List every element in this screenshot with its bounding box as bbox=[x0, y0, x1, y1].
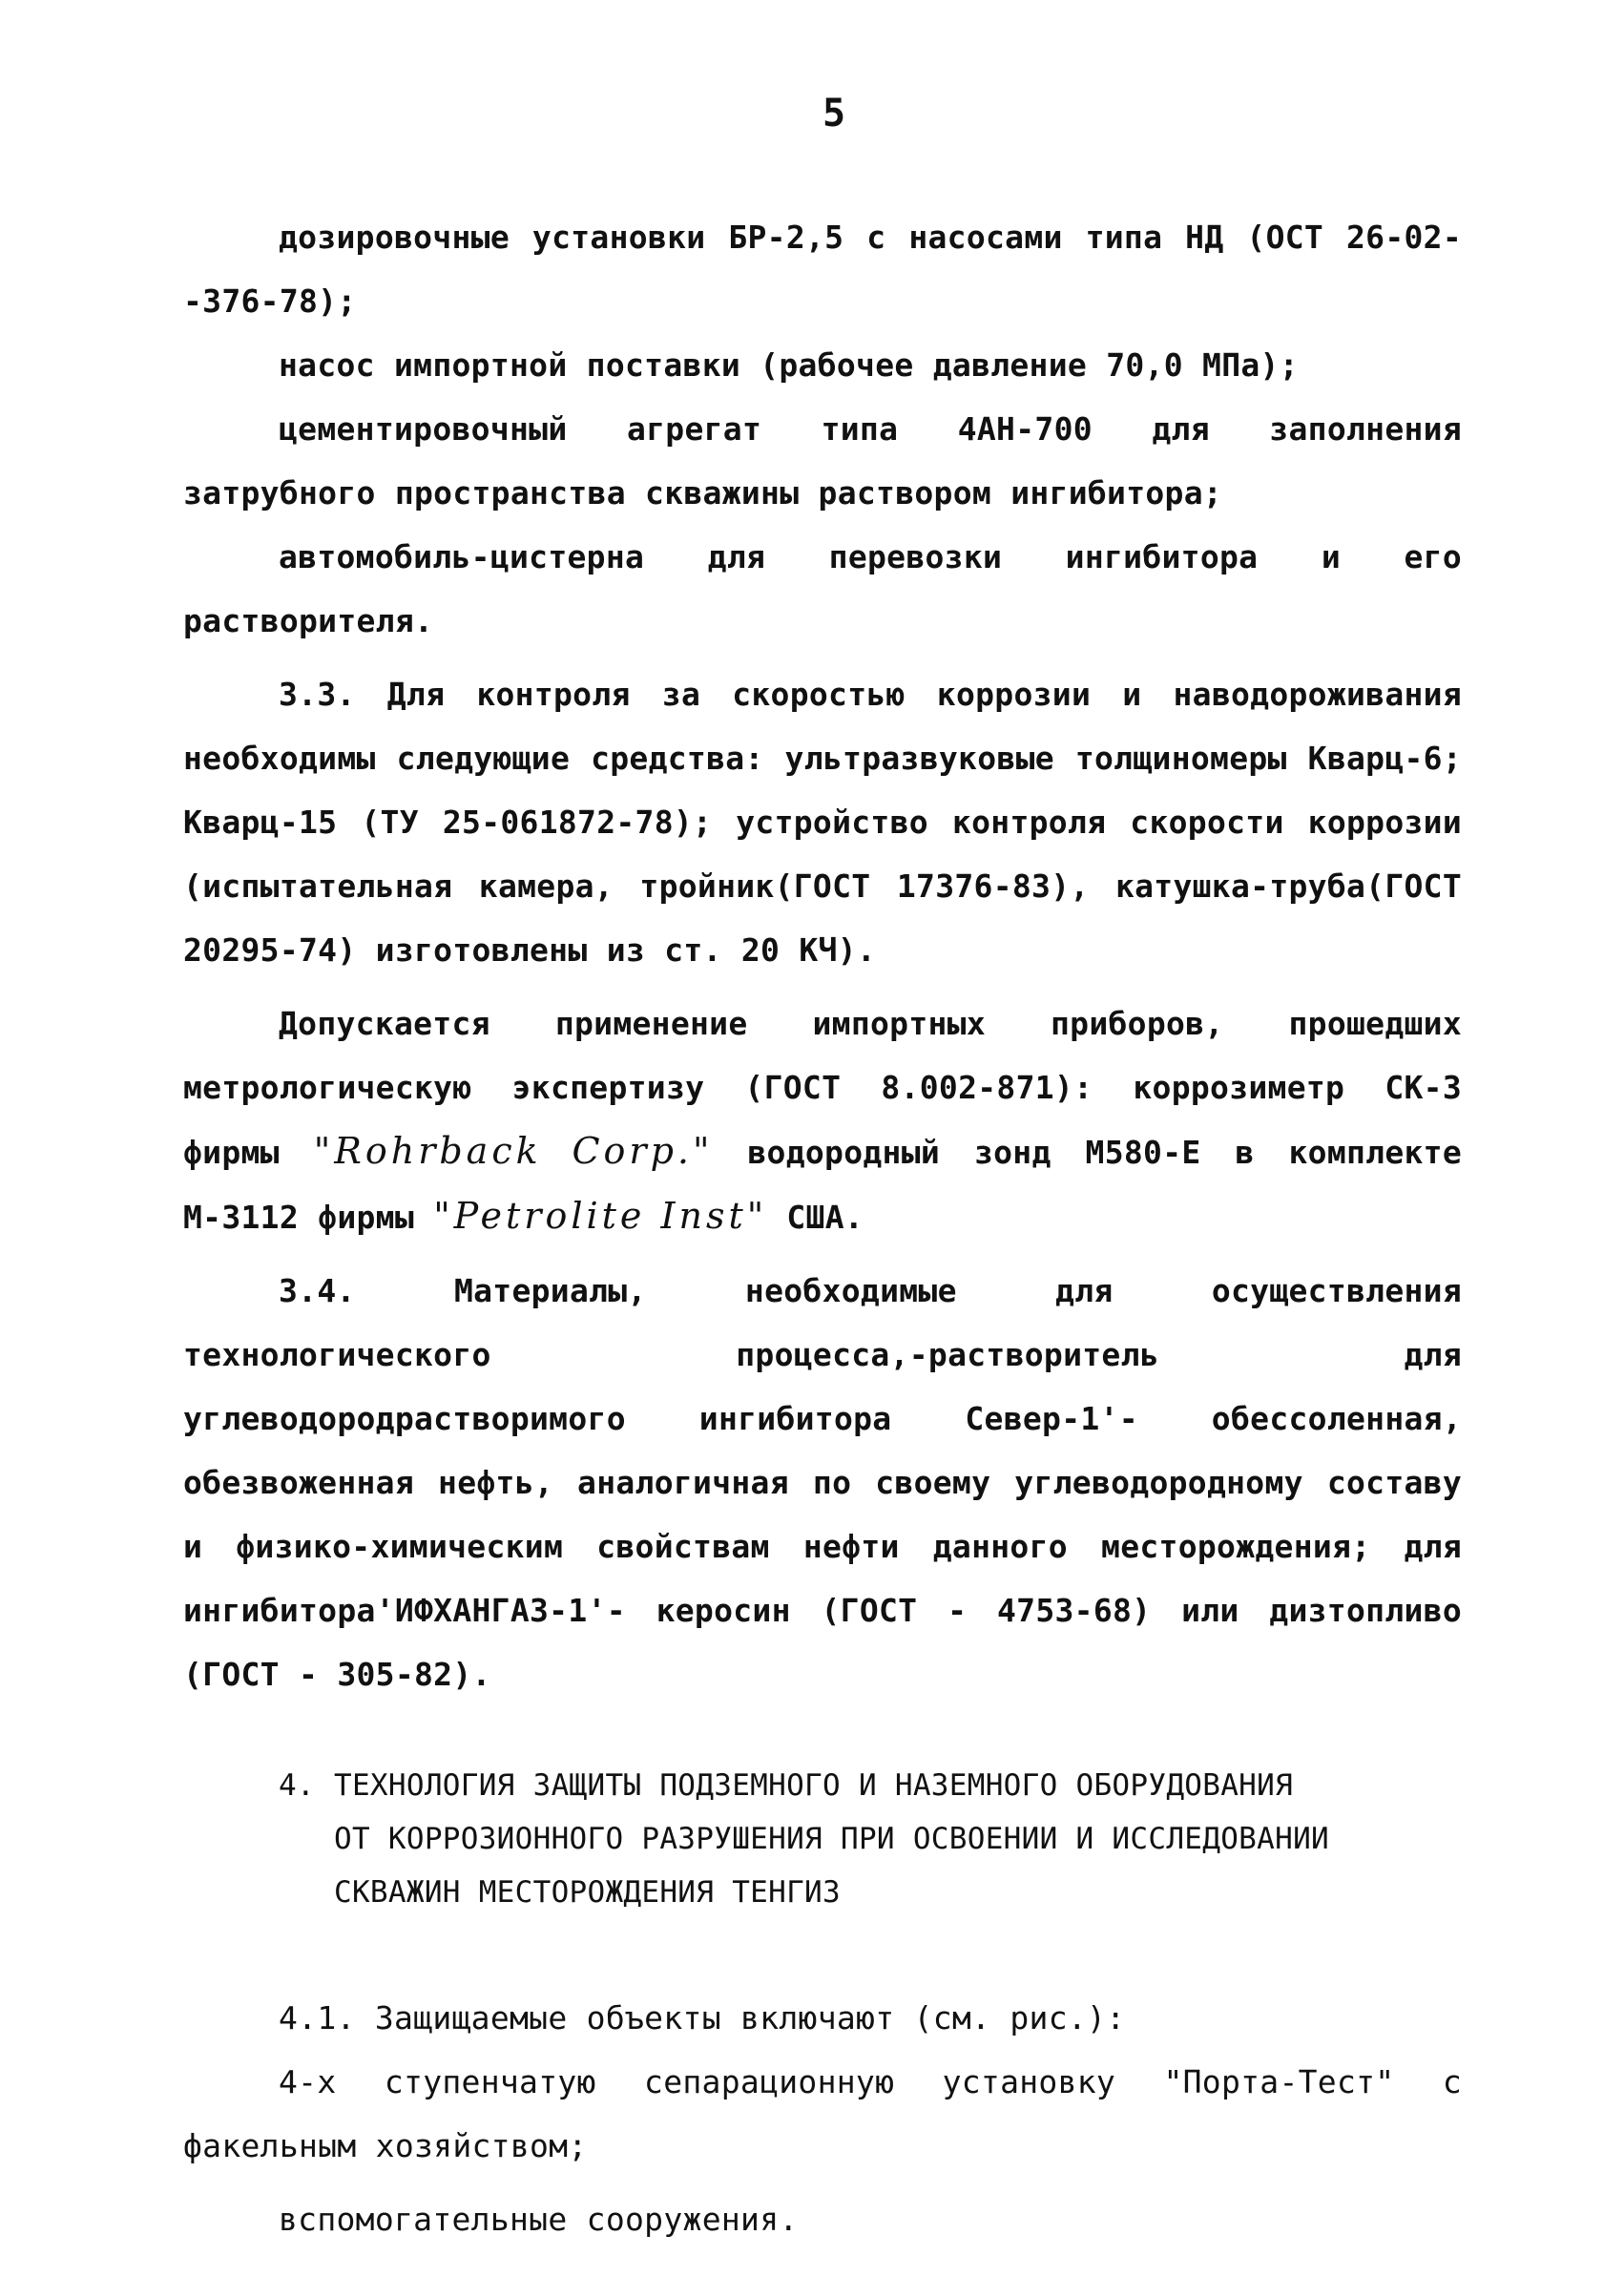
document-body bbox=[183, 205, 1462, 2251]
paragraph-tank-truck: автомобиль-цистерна для перевозки ингибитора и его растворителя. bbox=[183, 538, 1462, 639]
paragraph-3-4-materials: 3.4. Материалы, необходимые для осуществления технологического процесса,-растворитель для углеводородрастворимого ингибитора Север-1'- обессоленная, обезвоженная нефть, аналогичная по своему углеводородному составу и физико-химическим свойствам нефти данного месторождения; для ингибитора'ИФХАНГАЗ-1'- керосин (ГОСТ - 4753-68) или дизтопливо (ГОСТ - 305-82). bbox=[183, 1272, 1462, 1693]
spacer bbox=[183, 1706, 1462, 1759]
section-4-title-line-1: ТЕХНОЛОГИЯ ЗАЩИТЫ ПОДЗЕМНОГО И НАЗЕМНОГО ОБОРУДОВАНИЯ bbox=[334, 1768, 1294, 1803]
paragraph-import-instruments bbox=[183, 992, 1462, 1249]
handwritten-firm-name-rohrback: "Rohrback Corp." bbox=[313, 1130, 714, 1172]
handwritten-firm-name-petrolite: "Petrolite Inst" bbox=[433, 1195, 768, 1237]
import-instruments-text-3: США. bbox=[786, 1199, 864, 1236]
paragraph-dosing-units: дозировочные установки БР-2,5 с насосами типа НД (ОСТ 26-02--376-78); bbox=[183, 219, 1462, 320]
spacer bbox=[183, 653, 1462, 662]
spacer bbox=[183, 982, 1462, 992]
section-4-number: 4. bbox=[279, 1768, 315, 1803]
import-instruments-text-2: водородный зонд М580-Е в комплекте М-3112 фирмы bbox=[183, 1134, 1463, 1236]
paragraph-cementing-unit: цементировочный агрегат типа 4АН-700 для заполнения затрубного пространства скважины раствором ингибитора; bbox=[183, 410, 1462, 512]
spacer bbox=[183, 2178, 1462, 2187]
section-4-title-line-2: ОТ КОРРОЗИОННОГО РАЗРУШЕНИЯ ПРИ ОСВОЕНИИ И ИССЛЕДОВАНИИ bbox=[334, 1822, 1329, 1856]
spacer bbox=[183, 1249, 1462, 1259]
section-4-heading bbox=[183, 1759, 1462, 1919]
paragraph-4-1-protected-objects: 4.1. Защищаемые объекты включают (см. рис.): bbox=[279, 1999, 1126, 2037]
paragraph-auxiliary-facilities: вспомогательные сооружения. bbox=[279, 2201, 799, 2238]
import-instruments-text-1: Допускается применение импортных приборов, прошедших метрологическую экспертизу (ГОСТ 8.002-871): коррозиметр СК-3 фирмы bbox=[183, 1005, 1462, 1171]
section-4-title-line-3: СКВАЖИН МЕСТОРОЖДЕНИЯ ТЕНГИЗ bbox=[334, 1875, 841, 1910]
paragraph-3-3-corrosion-control: 3.3. Для контроля за скоростью коррозии и наводороживания необходимы следующие средства: ультразвуковые толщиномеры Кварц-6; Кварц-15 (ТУ 25-061872-78); устройство контроля скорости коррозии (испытательная камера, тройник(ГОСТ 17376-83), катушка-труба(ГОСТ 20295-74) изготовлены из ст. 20 КЧ). bbox=[183, 676, 1462, 969]
paragraph-import-pump: насос импортной поставки (рабочее давление 70,0 МПа); bbox=[279, 346, 1299, 384]
paragraph-separation-unit: 4-х ступенчатую сепарационную установку "Порта-Тест" с факельным хозяйством; bbox=[183, 2063, 1462, 2164]
spacer bbox=[183, 1919, 1462, 1986]
page-number: 5 bbox=[822, 92, 846, 136]
